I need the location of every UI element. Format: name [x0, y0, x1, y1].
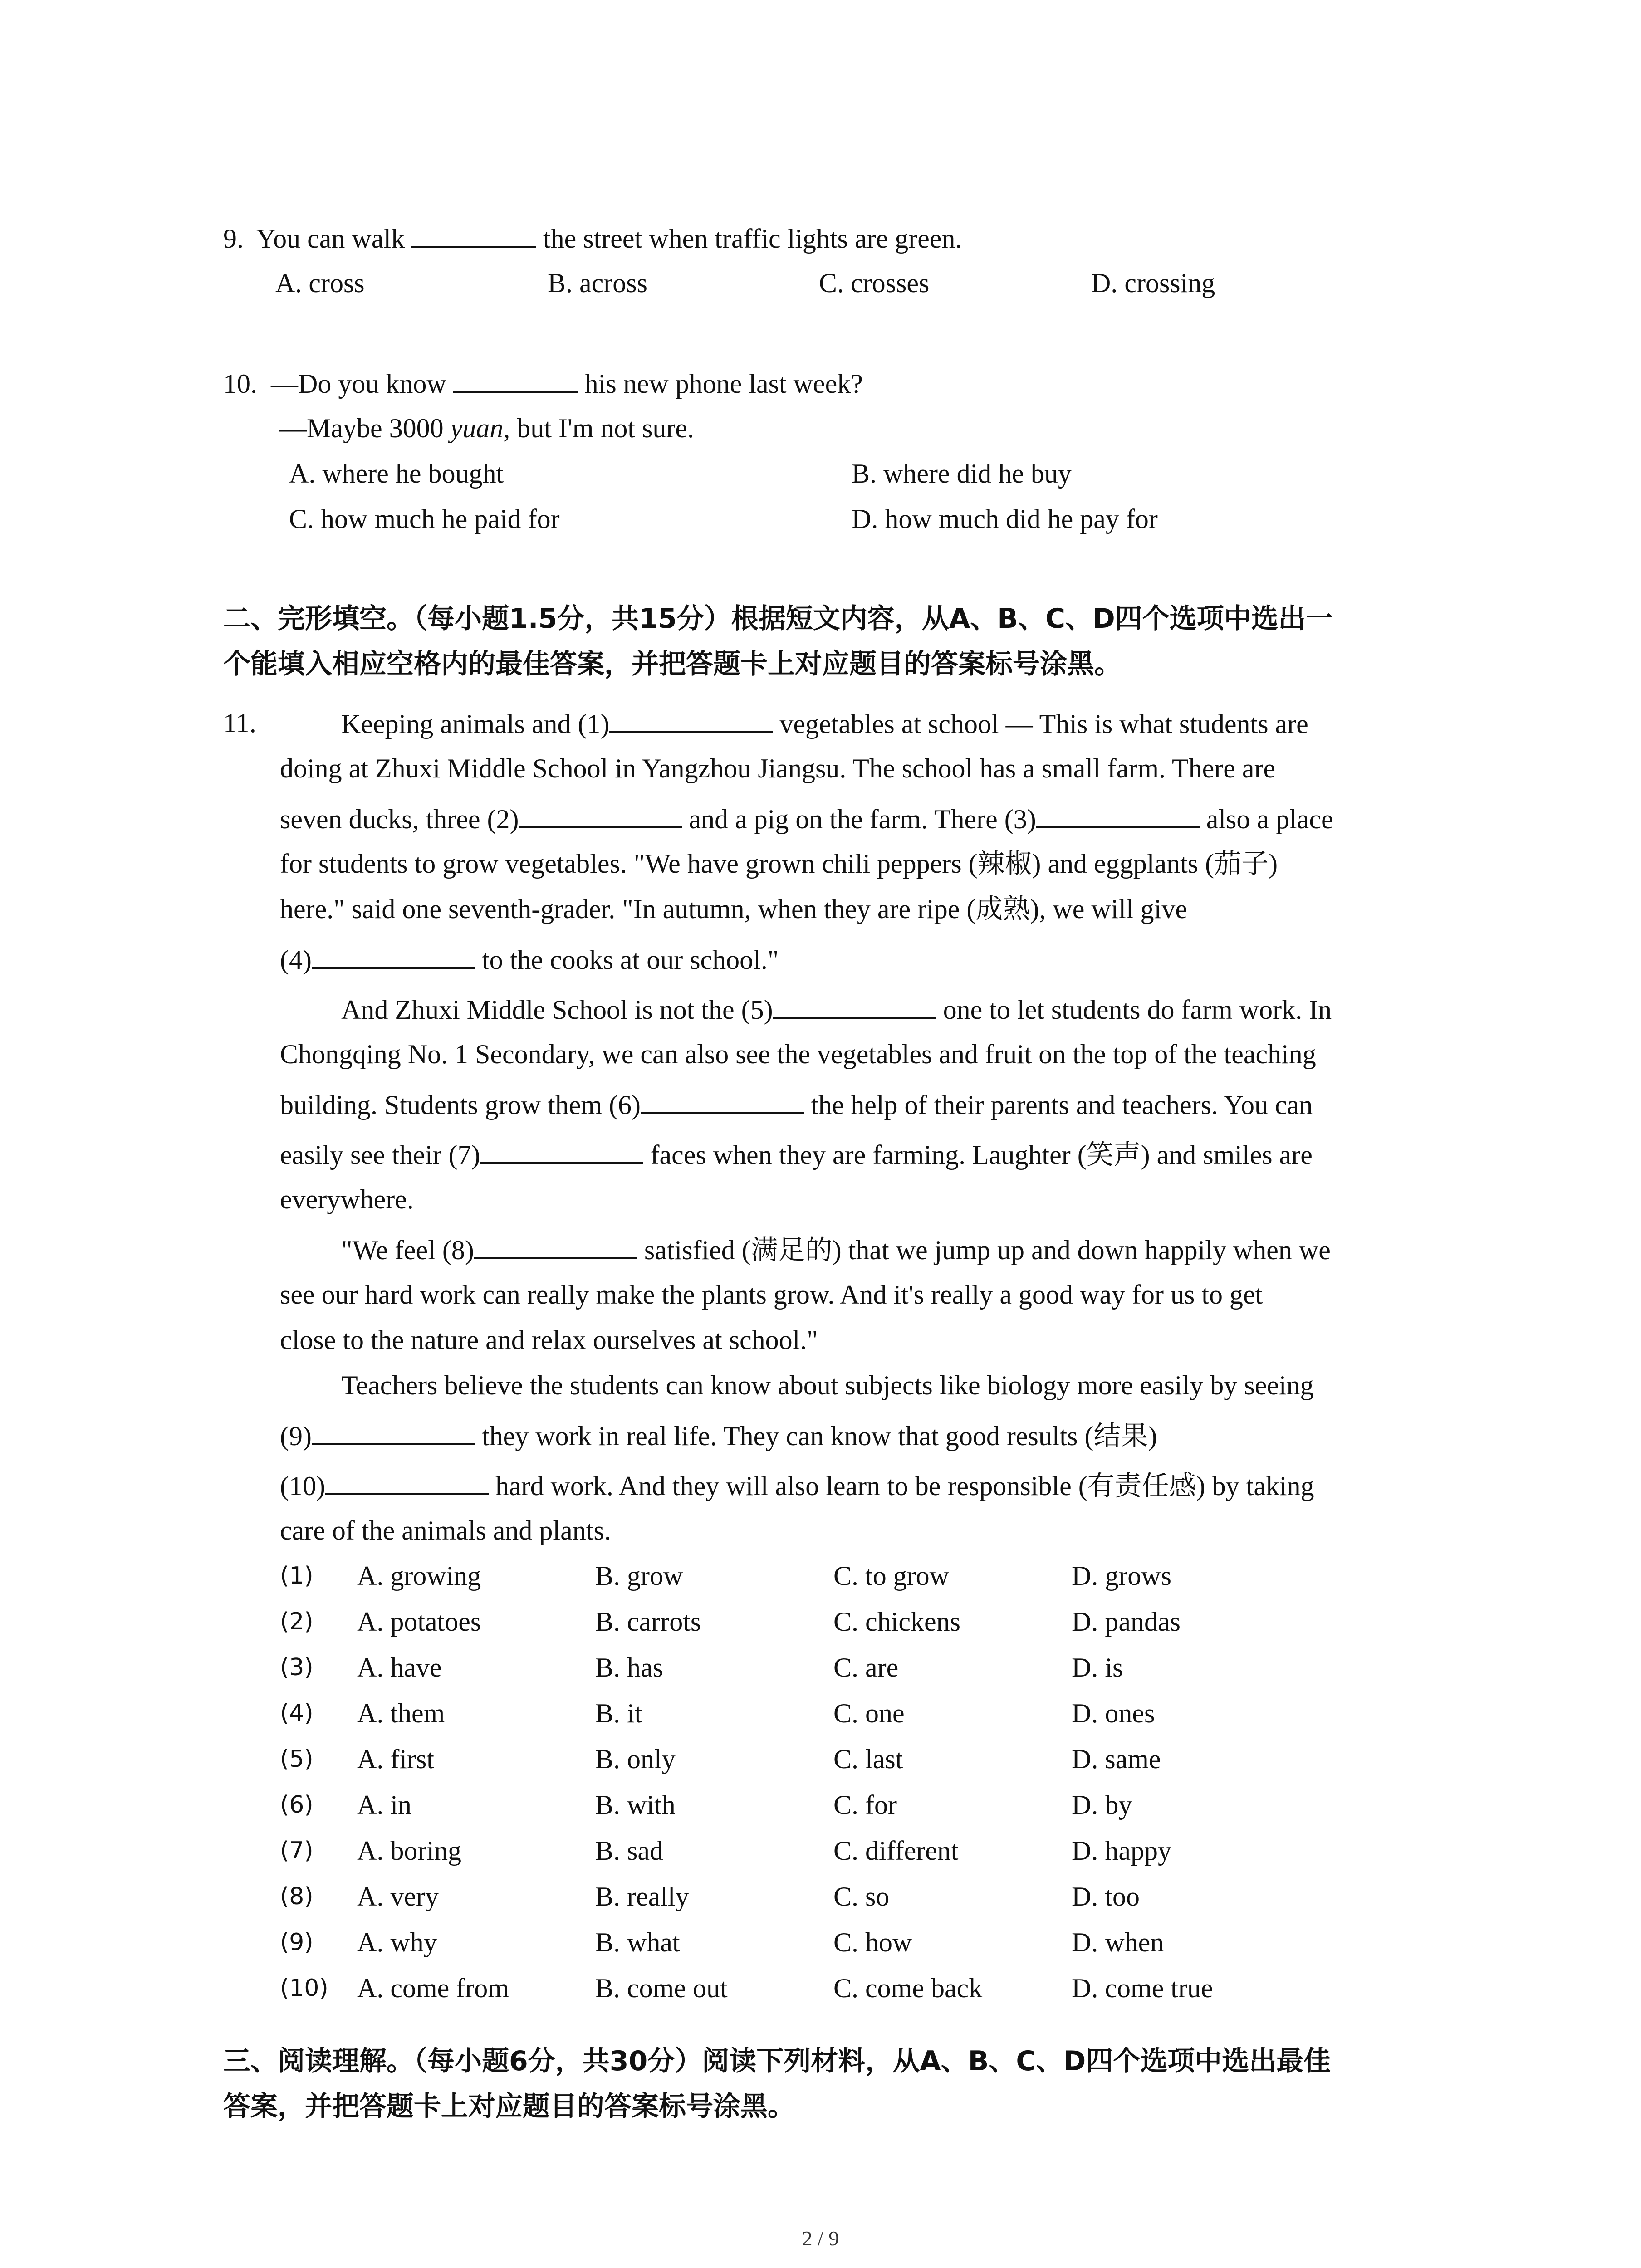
option-c: C. chickens — [833, 1607, 960, 1637]
question-11-number: 11. — [223, 708, 256, 738]
reply-text: —Maybe 3000 — [279, 413, 444, 443]
option-row-number: (1) — [280, 1562, 314, 1589]
question-9-stem — [223, 221, 962, 255]
passage-line: doing at Zhuxi Middle School in Yangzhou Jiangsu. The school has a small farm. There are — [280, 753, 1276, 783]
stem-text: the street when traffic lights are green. — [543, 224, 962, 254]
option-c: C. last — [833, 1744, 903, 1774]
option-b: B. only — [595, 1744, 676, 1774]
blank-9 — [312, 1419, 475, 1445]
option-c: C. come back — [833, 1973, 983, 2003]
option-a: A. in — [357, 1790, 411, 1820]
option-c: C. how — [833, 1927, 912, 1957]
passage-line: (4) to the cooks at our school." — [280, 943, 779, 976]
section-2-heading-line-2: 个能填入相应空格内的最佳答案，并把答题卡上对应题目的答案标号涂黑。 — [223, 648, 1122, 680]
option-d: D. pandas — [1072, 1607, 1181, 1637]
option-d: D. by — [1072, 1790, 1132, 1820]
option-a: A. potatoes — [357, 1607, 481, 1637]
option-b: B. carrots — [595, 1607, 701, 1637]
option-row-number: (5) — [280, 1745, 314, 1773]
question-10-stem — [223, 367, 863, 400]
option-b: B. has — [595, 1652, 663, 1682]
blank-4 — [312, 943, 475, 969]
question-number: 10. — [223, 369, 257, 399]
blank-2 — [519, 802, 682, 828]
option-a: A. have — [357, 1652, 442, 1682]
option-c: C. different — [833, 1836, 959, 1866]
option-d: D. is — [1072, 1652, 1123, 1682]
section-3-heading-line-2: 答案，并把答题卡上对应题目的答案标号涂黑。 — [223, 2091, 795, 2122]
q9-option-a: A. cross — [275, 268, 365, 298]
option-a: A. boring — [357, 1836, 461, 1866]
option-row-number: (9) — [280, 1929, 314, 1956]
option-d: D. happy — [1072, 1836, 1171, 1866]
option-b: B. it — [595, 1698, 642, 1728]
passage-line: care of the animals and plants. — [280, 1515, 611, 1545]
blank-3 — [1036, 802, 1200, 828]
answer-blank — [411, 221, 536, 248]
section-2-heading-line-1: 二、完形填空。（每小题1.5分，共15分）根据短文内容，从A、B、C、D四个选项中选出一 — [223, 603, 1333, 635]
option-a: A. come from — [357, 1973, 509, 2003]
section-3-heading-line-1: 三、阅读理解。（每小题6分，共30分）阅读下列材料，从A、B、C、D四个选项中选出最佳 — [223, 2045, 1331, 2077]
passage-line: And Zhuxi Middle School is not the (5) one to let students do farm work. In — [341, 992, 1332, 1026]
passage-line: Teachers believe the students can know about subjects like biology more easily by seeing — [341, 1370, 1314, 1400]
passage-line: (10) hard work. And they will also learn to be responsible (有责任感) by taking — [280, 1469, 1314, 1502]
option-c: C. for — [833, 1790, 897, 1820]
q9-option-d: D. crossing — [1091, 268, 1215, 298]
option-d: D. ones — [1072, 1698, 1155, 1728]
option-row-number: (6) — [280, 1791, 314, 1818]
option-row-number: (3) — [280, 1654, 314, 1681]
stem-text: You can walk — [256, 224, 405, 254]
option-b: B. what — [595, 1927, 680, 1957]
q10-option-b: B. where did he buy — [852, 459, 1072, 489]
option-d: D. when — [1072, 1927, 1164, 1957]
passage-line: (9) they work in real life. They can know that good results (结果) — [280, 1419, 1157, 1452]
option-row-number: (10) — [280, 1975, 328, 2002]
option-b: B. really — [595, 1882, 689, 1911]
q9-option-c: C. crosses — [819, 268, 930, 298]
passage-line: easily see their (7) faces when they are farming. Laughter (笑声) and smiles are — [280, 1138, 1313, 1171]
stem-text: —Do you know — [271, 369, 446, 399]
option-d: D. come true — [1072, 1973, 1213, 2003]
option-b: B. grow — [595, 1561, 683, 1591]
reply-italic: yuan — [450, 413, 504, 443]
q10-option-a: A. where he bought — [289, 459, 504, 489]
option-a: A. them — [357, 1698, 445, 1728]
question-10-reply — [279, 412, 694, 445]
q9-option-b: B. across — [548, 268, 647, 298]
reply-text: , but I'm not sure. — [503, 413, 695, 443]
blank-1 — [609, 707, 773, 733]
blank-8 — [474, 1233, 637, 1259]
option-row-number: (8) — [280, 1883, 314, 1910]
option-c: C. so — [833, 1882, 890, 1911]
stem-text: his new phone last week? — [584, 369, 863, 399]
q10-option-d: D. how much did he pay for — [852, 504, 1158, 534]
passage-line: seven ducks, three (2) and a pig on the farm. There (3) also a place — [280, 802, 1333, 836]
passage-line: "We feel (8) satisfied (满足的) that we jump up and down happily when we — [341, 1233, 1331, 1266]
passage-line: here." said one seventh-grader. "In autumn, when they are ripe (成熟), we will give — [280, 894, 1187, 924]
option-d: D. too — [1072, 1882, 1140, 1911]
blank-5 — [773, 992, 936, 1019]
blank-7 — [480, 1138, 643, 1164]
passage-line: close to the nature and relax ourselves at school." — [280, 1325, 818, 1355]
option-a: A. first — [357, 1744, 434, 1774]
passage-line: for students to grow vegetables. "We have grown chili peppers (辣椒) and eggplants (茄子) — [280, 849, 1278, 879]
option-b: B. with — [595, 1790, 676, 1820]
option-d: D. same — [1072, 1744, 1161, 1774]
answer-blank — [453, 367, 578, 393]
option-d: D. grows — [1072, 1561, 1171, 1591]
option-a: A. very — [357, 1882, 439, 1911]
blank-6 — [641, 1088, 804, 1114]
passage-line: Chongqing No. 1 Secondary, we can also see the vegetables and fruit on the top of the teaching — [280, 1039, 1316, 1069]
option-b: B. sad — [595, 1836, 663, 1866]
blank-10 — [325, 1469, 489, 1495]
option-row-number: (4) — [280, 1700, 314, 1727]
option-c: C. are — [833, 1652, 899, 1682]
question-number: 9. — [223, 224, 244, 254]
option-row-number: (7) — [280, 1837, 314, 1864]
option-c: C. to grow — [833, 1561, 949, 1591]
option-a: A. growing — [357, 1561, 481, 1591]
passage-line: building. Students grow them (6) the help of their parents and teachers. You can — [280, 1088, 1313, 1121]
passage-line: see our hard work can really make the plants grow. And it's really a good way for us to get — [280, 1280, 1263, 1310]
option-a: A. why — [357, 1927, 437, 1957]
option-c: C. one — [833, 1698, 905, 1728]
passage-line: everywhere. — [280, 1184, 414, 1214]
option-b: B. come out — [595, 1973, 728, 2003]
page-number: 2 / 9 — [802, 2227, 839, 2250]
q10-option-c: C. how much he paid for — [289, 504, 560, 534]
option-row-number: (2) — [280, 1608, 314, 1635]
passage-line: Keeping animals and (1) vegetables at school — This is what students are — [341, 707, 1308, 740]
